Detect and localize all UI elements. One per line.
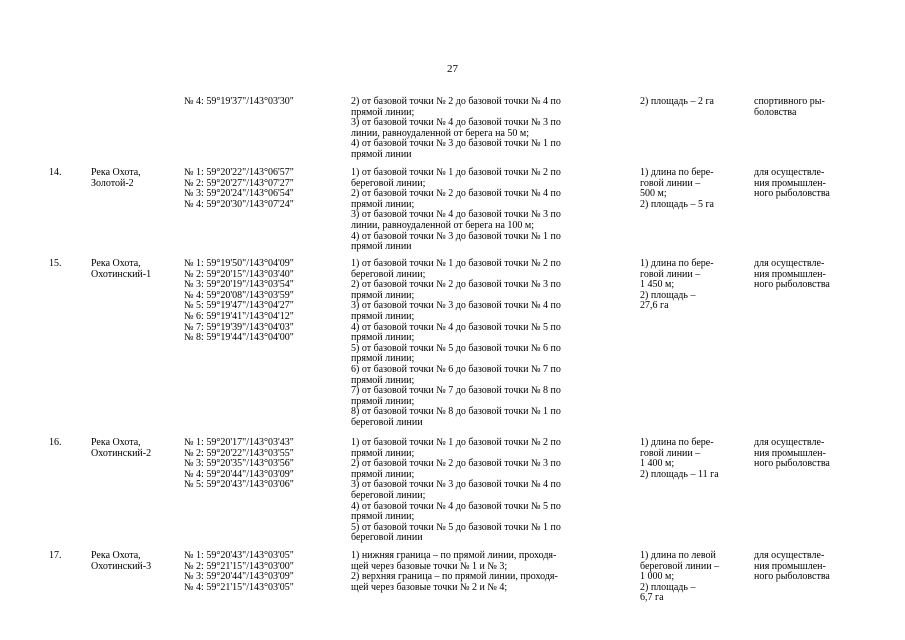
site-purpose-line: ного рыболовства [754,188,830,200]
boundary-description [351,168,561,253]
boundary-description-line: 3) от базовой точки № 4 до базовой точки № 3 по [351,117,561,129]
site-size [640,97,714,108]
site-purpose [754,551,830,583]
boundary-description-line: 3) от базовой точки № 3 до базовой точки № 4 по [351,300,561,312]
base-points-line: № 2: 59°21'15"/143°03'00" [184,560,294,572]
base-points-line: № 3: 59°20'35"/143°03'56" [184,458,294,470]
site-size-line: говой линии – [640,447,701,459]
boundary-description-line: 5) от базовой точки № 5 до базовой точки № 6 по [351,342,561,354]
site-size-line: 2) площадь – 5 га [640,198,714,210]
boundary-description-line: линии, равноудаленной от берега на 100 м; [351,219,535,231]
boundary-description-line: прямой линии; [351,310,415,322]
site-name-line: Река Охота, [91,550,141,561]
base-points-line: № 2: 59°20'27"/143°07'27" [184,177,294,189]
boundary-description-line: 4) от базовой точки № 3 до базовой точки № 1 по [351,230,561,242]
site-size-line: 1) длина по бере- [640,167,714,178]
site-name-line: Охотинский-3 [91,560,152,572]
boundary-description-line: прямой линии; [351,198,415,210]
boundary-description [351,97,561,161]
boundary-description-line: прямой линии; [351,289,415,301]
base-points-line: № 5: 59°20'43"/143°03'06" [184,479,294,491]
base-points-line: № 1: 59°19'50"/143°04'09" [184,258,294,269]
boundary-description-line: щей через базовые точки № 1 и № 3; [351,560,508,572]
boundary-description-line: береговой линии [351,532,423,544]
site-size-line: 2) площадь – 11 га [640,468,719,480]
row-number [49,551,62,562]
boundary-description-line: 4) от базовой точки № 3 до базовой точки № 1 по [351,138,561,150]
site-size-line: береговой линии – [640,560,720,572]
site-size-line: 1) длина по бере- [640,258,714,269]
boundary-description-line: прямой линии; [351,468,415,480]
boundary-description-line: прямой линии; [351,106,415,118]
site-size-line: 6,7 га [640,592,664,604]
base-points-line: № 4: 59°21'15"/143°03'05" [184,581,294,593]
site-purpose-line: для осуществле- [754,437,825,448]
boundary-description-line: береговой линии [351,416,423,428]
base-points-line: № 4: 59°20'30"/143°07'24" [184,198,294,210]
site-size-line: 1 400 м; [640,458,675,470]
site-purpose-line: ния промышлен- [754,560,826,572]
boundary-description-line: 5) от базовой точки № 5 до базовой точки № 1 по [351,521,561,533]
boundary-description-line: 2) от базовой точки № 2 до базовой точки № 3 по [351,458,561,470]
boundary-description [351,438,561,544]
row-number-line: 17. [49,550,62,561]
site-name-line: Река Охота, [91,258,141,269]
site-size-line: 500 м; [640,188,667,200]
site-purpose-line: боловства [754,106,797,118]
boundary-description-line: линии, равноудаленной от берега на 50 м; [351,127,530,139]
site-purpose [754,438,830,470]
boundary-description-line: 3) от базовой точки № 4 до базовой точки № 3 по [351,209,561,221]
boundary-description-line: береговой линии; [351,177,426,189]
site-size-line: 1) длина по левой [640,550,716,561]
boundary-description-line: прямой линии; [351,353,415,365]
boundary-description-line: 4) от базовой точки № 4 до базовой точки № 5 по [351,321,561,333]
base-points-line: № 3: 59°20'19"/143°03'54" [184,279,294,291]
site-size-line: 1) длина по бере- [640,437,714,448]
site-size-line: 2) площадь – [640,289,696,301]
boundary-description-line: береговой линии; [351,489,426,501]
boundary-description-line: 6) от базовой точки № 6 до базовой точки № 7 по [351,363,561,375]
site-name-line: Охотинский-1 [91,268,152,280]
site-purpose-line: ния промышлен- [754,447,826,459]
site-size [640,168,714,210]
base-points-line: № 3: 59°20'44"/143°03'09" [184,571,294,583]
boundary-description-line: 4) от базовой точки № 4 до базовой точки № 5 по [351,500,561,512]
base-points-line: № 4: 59°20'08"/143°03'59" [184,289,294,301]
boundary-description-line: 1) от базовой точки № 1 до базовой точки № 2 по [351,437,561,448]
base-points-line: № 4: 59°20'44"/143°03'09" [184,468,294,480]
boundary-description-line: 7) от базовой точки № 7 до базовой точки № 8 по [351,385,561,397]
boundary-description-line: прямой линии; [351,395,415,407]
site-purpose-line: для осуществле- [754,258,825,269]
boundary-description-line: береговой линии; [351,268,426,280]
site-size [640,259,714,312]
row-number [49,168,62,179]
base-points-line: № 7: 59°19'39"/143°04'03" [184,321,294,333]
row-number [49,438,62,449]
site-size-line: 2) площадь – [640,581,696,593]
boundary-description [351,259,561,429]
site-purpose [754,168,830,200]
site-name [91,438,151,459]
site-size-line: 27,6 га [640,300,669,312]
site-size [640,438,719,480]
boundary-description [351,551,558,593]
site-purpose-line: ния промышлен- [754,177,826,189]
site-name-line: Охотинский-2 [91,447,152,459]
row-number-line: 14. [49,167,62,178]
site-purpose-line: ния промышлен- [754,268,826,280]
site-purpose-line: спортивного ры- [754,96,825,107]
site-purpose-line: для осуществле- [754,167,825,178]
boundary-description-line: прямой линии; [351,447,415,459]
site-purpose-line: ного рыболовства [754,571,830,583]
base-points-line: № 5: 59°19'47"/143°04'27" [184,300,294,312]
site-size [640,551,719,604]
base-points-line: № 8: 59°19'44"/143°04'00" [184,332,294,344]
boundary-description-line: 1) нижняя граница – по прямой линии, проходя- [351,550,557,561]
site-name [91,259,151,280]
base-points [184,168,294,210]
base-points-line: № 2: 59°20'15"/143°03'40" [184,268,294,280]
site-purpose-line: ного рыболовства [754,279,830,291]
page-number: 27 [447,63,458,75]
site-purpose [754,259,830,291]
site-size-line: 1 000 м; [640,571,675,583]
site-purpose-line: ного рыболовства [754,458,830,470]
boundary-description-line: 8) от базовой точки № 8 до базовой точки № 1 по [351,406,561,418]
boundary-description-line: 1) от базовой точки № 1 до базовой точки № 2 по [351,167,561,178]
base-points-line: № 6: 59°19'41"/143°04'12" [184,310,294,322]
site-name-line: Река Охота, [91,167,141,178]
boundary-description-line: прямой линии; [351,332,415,344]
row-number-line: 15. [49,258,62,269]
site-size-line: говой линии – [640,177,701,189]
boundary-description-line: 2) от базовой точки № 2 до базовой точки № 4 по [351,188,561,200]
base-points [184,551,294,593]
boundary-description-line: прямой линии [351,241,412,253]
site-size-line: 2) площадь – 2 га [640,96,714,107]
site-name-line: Золотой-2 [91,177,134,189]
row-number [49,259,62,270]
site-purpose [754,97,825,118]
boundary-description-line: 2) верхняя граница – по прямой линии, проходя- [351,571,558,583]
boundary-description-line: прямой линии; [351,374,415,386]
base-points [184,259,294,344]
boundary-description-line: 1) от базовой точки № 1 до базовой точки № 2 по [351,258,561,269]
boundary-description-line: 2) от базовой точки № 2 до базовой точки № 4 по [351,96,561,107]
base-points [184,97,294,108]
boundary-description-line: прямой линии [351,148,412,160]
base-points-line: № 2: 59°20'22"/143°03'55" [184,447,294,459]
site-size-line: 1 450 м; [640,279,675,291]
base-points-line: № 1: 59°20'22"/143°06'57" [184,167,294,178]
site-name [91,551,151,572]
base-points-line: № 1: 59°20'17"/143°03'43" [184,437,294,448]
boundary-description-line: прямой линии; [351,511,415,523]
base-points-line: № 1: 59°20'43"/143°03'05" [184,550,294,561]
boundary-description-line: 2) от базовой точки № 2 до базовой точки № 3 по [351,279,561,291]
site-name-line: Река Охота, [91,437,141,448]
base-points-line: № 3: 59°20'24"/143°06'54" [184,188,294,200]
boundary-description-line: щей через базовые точки № 2 и № 4; [351,581,508,593]
site-size-line: говой линии – [640,268,701,280]
row-number-line: 16. [49,437,62,448]
base-points [184,438,294,491]
boundary-description-line: 3) от базовой точки № 3 до базовой точки № 4 по [351,479,561,491]
site-purpose-line: для осуществле- [754,550,825,561]
base-points-line: № 4: 59°19'37"/143°03'30" [184,96,294,107]
site-name [91,168,141,189]
